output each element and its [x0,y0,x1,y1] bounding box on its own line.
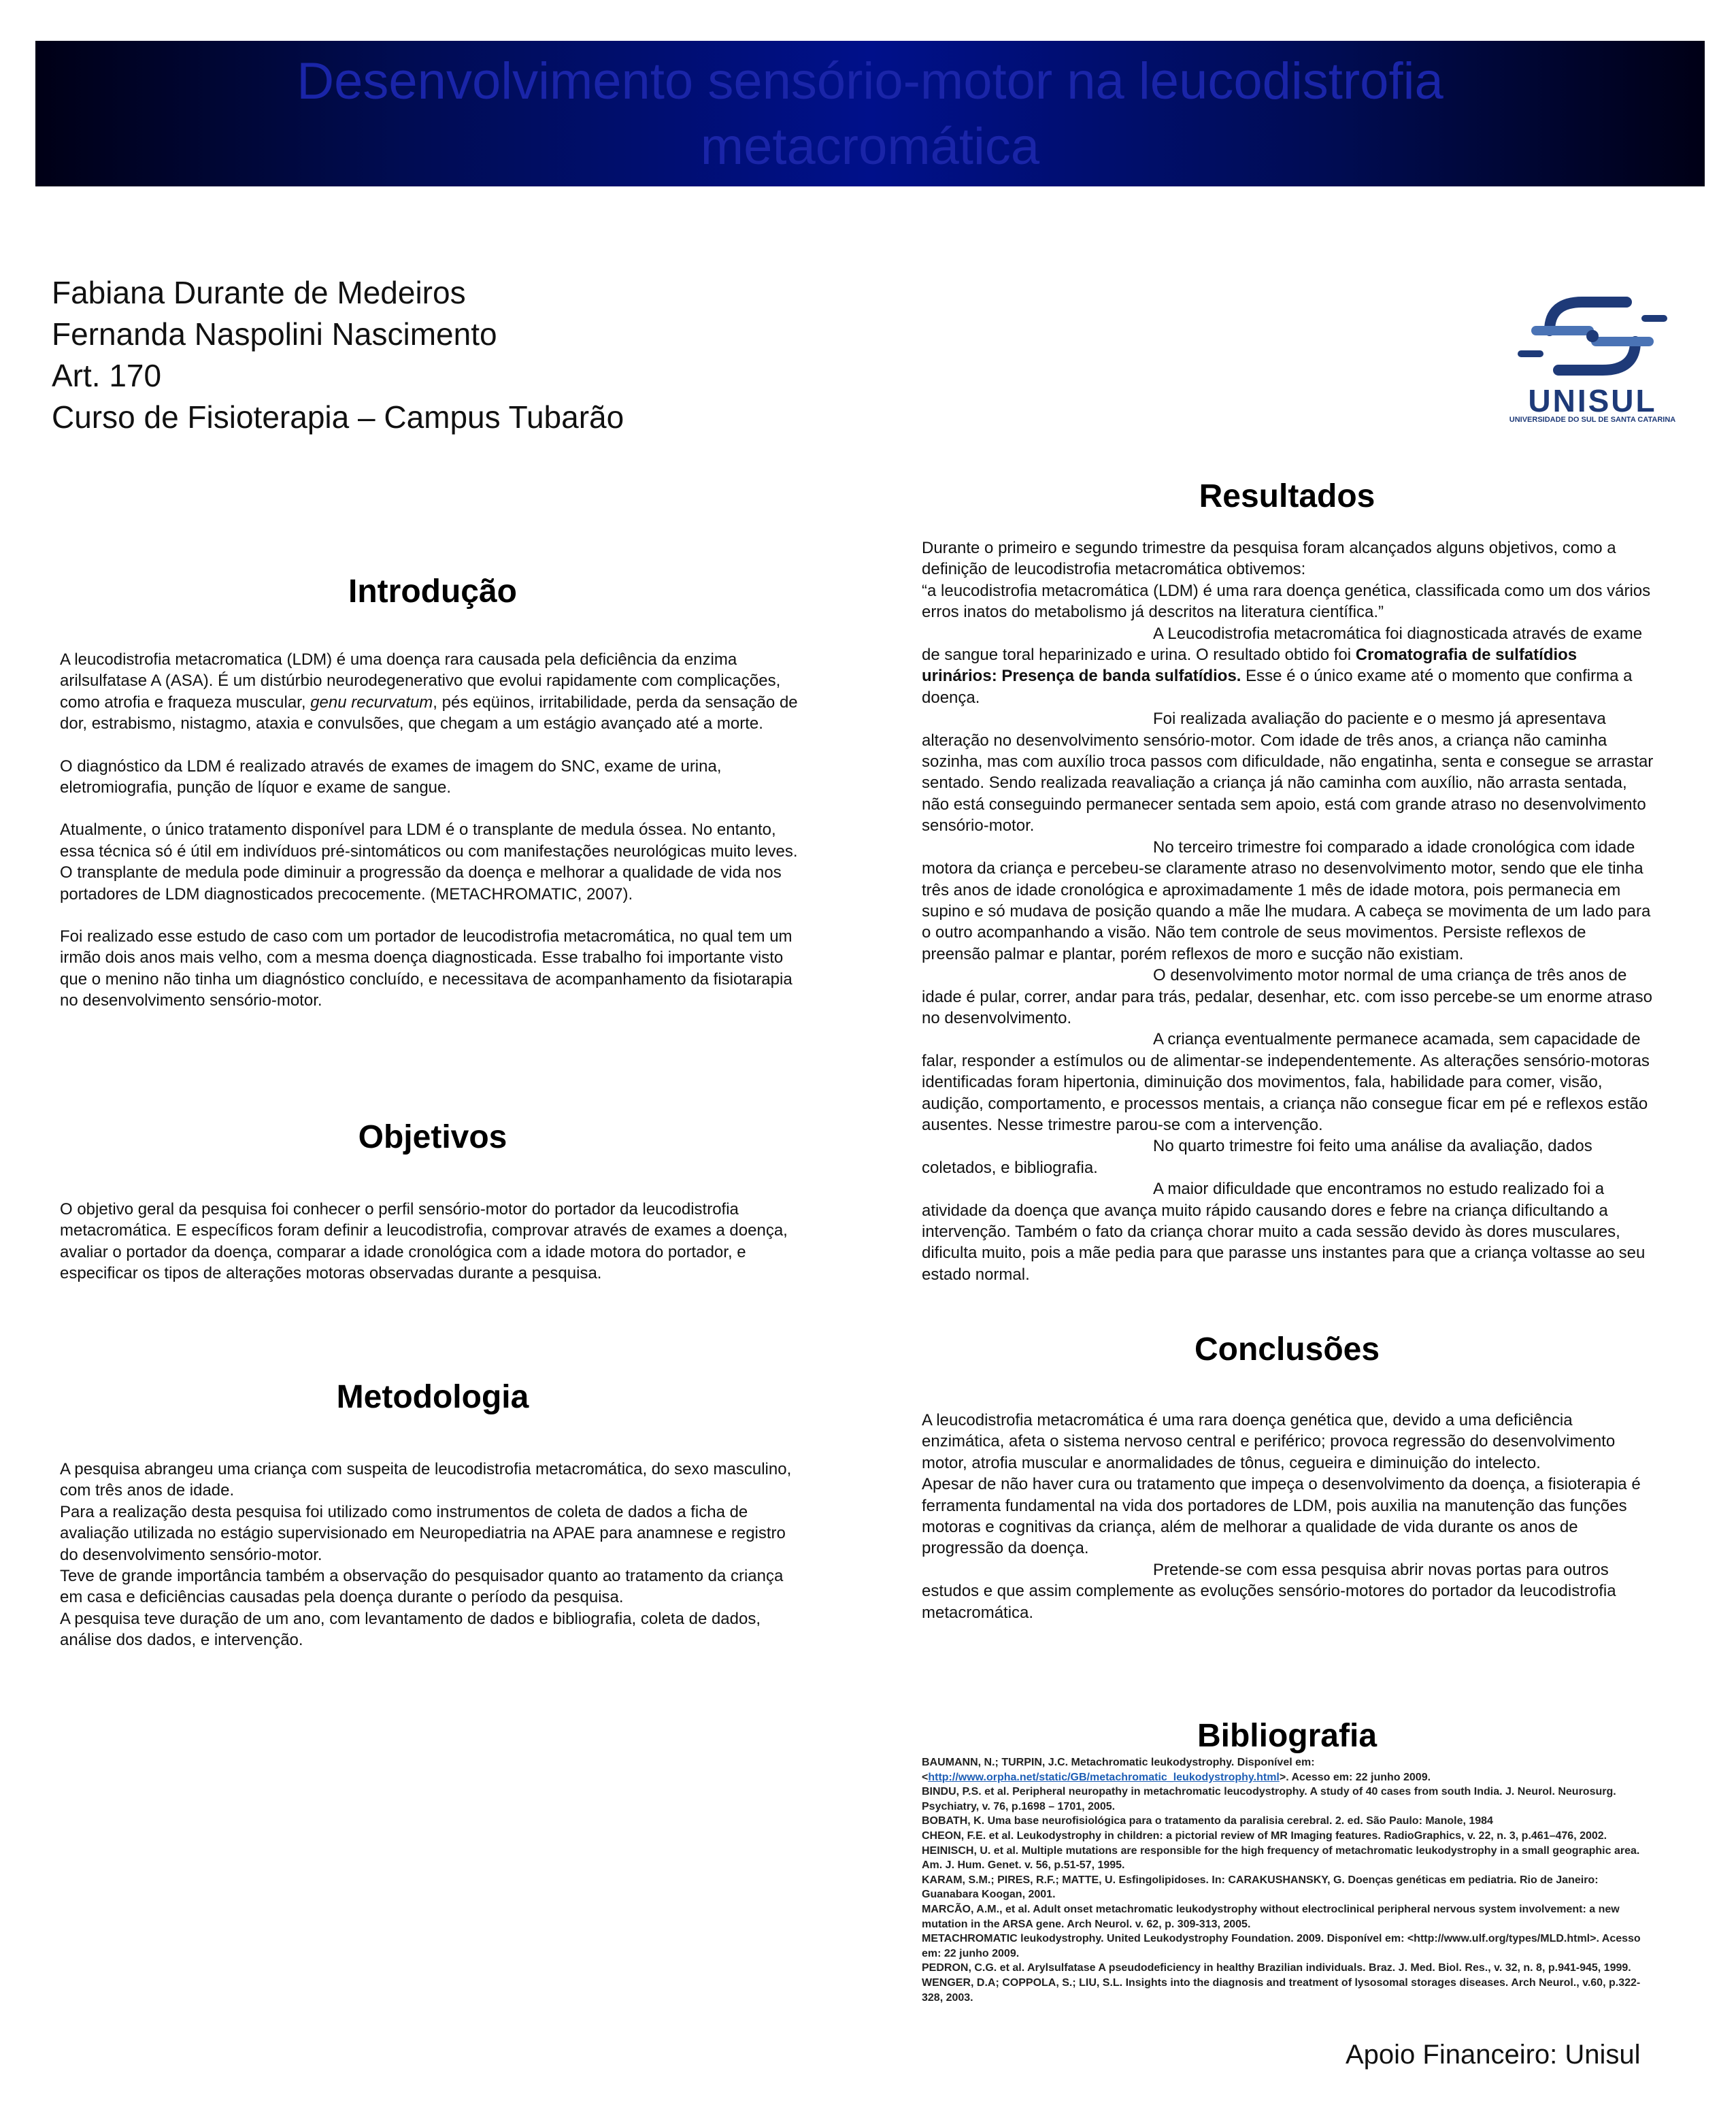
resultados-p6-text: O desenvolvimento motor normal de uma criança de três anos de idade é pular, correr, andar para trás, pedalar, desenhar, etc. com isso percebe-se um enorme atraso no desenvolvimento. [922,966,1652,1027]
resultados-p9-text: A maior dificuldade que encontramos no estudo realizado foi a atividade da doença que avança muito rápido causando dores e febre na criança dificultando a intervenção. Também o fato da criança chorar muito a cada sessão devido às dores musculares, dificulta muito, pois a mãe pedia para que parasse uns instantes para que a criança voltasse ao seu estado normal. [922,1180,1646,1284]
bibliografia-ref-1-text: BAUMANN, N.; TURPIN, J.C. Metachromatic leukodystrophy. Disponível em: < [922,1757,1315,1783]
article-number: Art. 170 [52,358,162,393]
poster-title-line-1: Desenvolvimento sensório-motor na leucodistrofia [297,52,1443,110]
resultados-paragraph-1: Durante o primeiro e segundo trimestre da pesquisa foram alcançados alguns objetivos, como a definição de leucodistrofia metacromática obtivemos: [922,539,1616,579]
introducao-paragraph-2: O diagnóstico da LDM é realizado através de exames de imagem do SNC, exame de urina, eletromiografia, punção de líquor e exame de sangue. [60,757,722,797]
introducao-p1-italic: genu recurvatum [310,693,433,712]
metodologia-body [60,1459,808,1651]
bibliografia-ref: METACHROMATIC leukodystrophy. United Leukodystrophy Foundation. 2009. Disponível em: <http://www.ulf.org/types/MLD.html>. Acesso em: 22 junho 2009. [922,1933,1641,1959]
heading-objetivos: Objetivos [358,1119,507,1155]
bibliografia-ref-1 [922,1755,1656,1785]
resultados-paragraph-3 [922,623,1656,709]
heading-conclusoes: Conclusões [1194,1331,1380,1367]
metodologia-paragraph-3: Teve de grande importância também a observação do pesquisador quanto ao tratamento da criança em casa e deficiências causadas pela doença durante o período da pesquisa. [60,1567,784,1607]
resultados-paragraph-6 [922,965,1656,1029]
resultados-paragraph-2: “a leucodistrofia metacromática (LDM) é uma rara doença genética, classificada como um dos vários erros inatos do metabolismo já descritos na literatura científica.” [922,581,1651,622]
conclusoes-body [922,1410,1656,1623]
introducao-p1-text: A leucodistrofia metacromatica (LDM) é uma doença rara causada pela deficiência da enzima arilsulfatase A (ASA). É um distúrbio neurodegenerativo que evolui rapidamente com complicações, como atrofia e fraqueza muscular, [60,650,781,712]
bibliografia-ref: BOBATH, K. Uma base neurofisiológica para o tratamento da paralisia cerebral. 2. ed. São Paulo: Manole, 1984 [922,1815,1493,1827]
bibliografia-ref: KARAM, S.M.; PIRES, R.F.; MATTE, U. Esfingolipidoses. In: CARAKUSHANSKY, G. Doenças genéticas em pediatria. Rio de Janeiro: Guanabara Koogan, 2001. [922,1874,1599,1901]
author-1: Fabiana Durante de Medeiros [52,275,466,310]
heading-metodologia: Metodologia [336,1379,529,1415]
resultados-p5-text: No terceiro trimestre foi comparado a idade cronológica com idade motora da criança e percebeu-se claramente atraso no desenvolvimento motor, sendo que ele tinha três anos de idade cronológica e aproximadamente 1 mês de idade motora, pois permanecia em supino e só mudava de posição quando a mãe lhe mudara. A cabeça se movimenta de um lado para o outro acompanhando a visão. Não tem controle de seus movimentos. Persiste reflexos de preensão palmar e plantar, porém reflexos de moro e sucção não existiam. [922,838,1651,963]
authors-block [52,272,624,438]
resultados-p3-text: A Leucodistrofia metacromática foi diagnosticada através de exame de sangue toral heparinizado e urina. O resultado obtido foi [922,624,1643,665]
resultados-p7-text: A criança eventualmente permanece acamada, sem capacidade de falar, responder a estímulos ou de alimentar-se independentemente. As alterações sensório-motoras identificadas foram hipertonia, diminuição dos movimentos, fala, habilidade para comer, visão, audição, comportamento, e processos mentais, a criança não consegue ficar em pé e reflexos estão ausentes. Nesse trimestre parou-se com a intervenção. [922,1030,1650,1134]
resultados-p4-text: Foi realizada avaliação do paciente e o mesmo já apresentava alteração no desenvolvimento sensório-motor. Com idade de três anos, a criança não caminha sozinha, mas com auxílio troca passos com dificuldade, não engatinha, senta e consegue se arrastar sentado. Sendo realizada reavaliação a criança já não caminha com auxílio, não arrasta sentada, não está conseguindo permanecer sentada sem apoio, está com grande atraso no desenvolvimento sensório-motor. [922,710,1654,835]
resultados-paragraph-9 [922,1178,1656,1285]
bibliografia-ref-1-link[interactable]: http://www.orpha.net/static/GB/metachromatic_leukodystrophy.html [928,1771,1280,1783]
conclusoes-paragraph-2: Apesar de não haver cura ou tratamento que impeça o desenvolvimento da doença, a fisioterapia é ferramenta fundamental na vida dos portadores de LDM, pois auxilia na manutenção das funções motoras e cognitivas da criança, além de melhorar a qualidade de vida durante os anos de progressão da doença. [922,1475,1641,1558]
bibliografia-ref: PEDRON, C.G. et al. Arylsulfatase A pseudodeficiency in healthy Brazilian individuals. Braz. J. Med. Biol. Res., v. 32, n. 8, p.941-945, 1999. [922,1962,1631,1974]
unisul-emblem-icon [1487,288,1698,384]
introducao-paragraph-1 [60,649,808,735]
resultados-paragraph-4 [922,708,1656,836]
course-campus: Curso de Fisioterapia – Campus Tubarão [52,399,624,435]
apoio-financeiro: Apoio Financeiro: Unisul [1346,2040,1641,2070]
bibliografia-ref-1-end: >. Acesso em: 22 junho 2009. [1279,1771,1431,1783]
bibliografia-ref: MARCÃO, A.M., et al. Adult onset metachromatic leukodystrophy without electroclinical peripheral nervous system involvement: a new mutation in the ARSA gene. Arch Neurol. v. 62, p. 309-313, 2005. [922,1903,1620,1930]
conclusoes-paragraph-3 [922,1559,1656,1623]
conclusoes-paragraph-1: A leucodistrofia metacromática é uma rara doença genética que, devido a uma deficiência enzimática, afeta o sistema nervoso central e periférico; provoca regressão do desenvolvimento motor, atrofia muscular e anormalidades de tônus, cegueira e diminuição do intelecto. [922,1411,1616,1472]
introducao-p1-end: , pés eqüinos, irritabilidade, perda da sensação de dor, estrabismo, nistagmo, ataxia e convulsões, que chegam a um estágio avançado até a morte. [60,693,798,733]
logo-subtitle: UNIVERSIDADE DO SUL DE SANTA CATARINA [1509,416,1676,424]
objetivos-body [60,1199,808,1284]
bibliografia-list [922,1755,1656,2005]
poster-title-line-2: metacromática [700,118,1040,176]
author-2: Fernanda Naspolini Nascimento [52,316,497,352]
bibliografia-ref: WENGER, D.A; COPPOLA, S.; LIU, S.L. Insights into the diagnosis and treatment of lysosomal storages diseases. Arch Neurol., v.60, p.322-328, 2003. [922,1976,1641,2004]
resultados-paragraph-5 [922,837,1656,965]
bibliografia-ref: CHEON, F.E. et al. Leukodystrophy in children: a pictorial review of MR Imaging features. RadioGraphics, v. 22, n. 3, p.461–476, 2002. [922,1829,1607,1842]
heading-introducao: Introdução [348,574,517,610]
heading-bibliografia: Bibliografia [1197,1718,1378,1754]
logo-name: UNISUL [1528,383,1657,418]
conclusoes-p3-text: Pretende-se com essa pesquisa abrir novas portas para outros estudos e que assim complemente as evoluções sensório-motores do portador da leucodistrofia metacromática. [922,1560,1616,1622]
poster-title [35,49,1705,180]
unisul-logo [1487,288,1698,425]
resultados-paragraph-7 [922,1029,1656,1135]
resultados-paragraph-8 [922,1135,1656,1178]
resultados-p3-bold: Cromatografia de sulfatídios urinários: Presença de banda sulfatídios. [922,646,1578,686]
objetivos-paragraph-1: O objetivo geral da pesquisa foi conhecer o perfil sensório-motor do portador da leucodistrofia metacromática. E específicos foram definir a leucodistrofia, comprovar através de exames a doença, avaliar o portador da doença, comparar a idade cronológica com a idade motora do portador, e especificar os tipos de alterações motoras observadas durante a pesquisa. [60,1200,788,1283]
metodologia-paragraph-1: A pesquisa abrangeu uma criança com suspeita de leucodistrofia metacromática, do sexo masculino, com três anos de idade. [60,1460,792,1500]
resultados-p8-text: No quarto trimestre foi feito uma análise da avaliação, dados coletados, e bibliografia. [922,1137,1592,1177]
bibliografia-ref: BINDU, P.S. et al. Peripheral neuropathy in metachromatic leucodystrophy. A study of 40 cases from south India. J. Neurol. Neurosurg. Psychiatry, v. 76, p.1698 – 1701, 2005. [922,1786,1616,1812]
metodologia-paragraph-4: A pesquisa teve duração de um ano, com levantamento de dados e bibliografia, coleta de dados, análise dos dados, e intervenção. [60,1609,761,1650]
introducao-body [60,649,808,1012]
metodologia-paragraph-2: Para a realização desta pesquisa foi utilizado como instrumentos de coleta de dados a ficha de avaliação utilizada no estágio supervisionado em Neuropediatria na APAE para anamnese e registro do desenvolvimento sensório-motor. [60,1502,786,1564]
resultados-p3-end: Esse é o único exame até o momento que confirma a doença. [922,667,1633,707]
heading-resultados: Resultados [1199,478,1375,514]
introducao-paragraph-4: Foi realizado esse estudo de caso com um portador de leucodistrofia metacromática, no qual tem um irmão dois anos mais velho, com a mesma doença diagnosticada. Esse trabalho foi importante visto que o menino não tinha um diagnóstico concluído, e necessitava de acompanhamento da fisiotarapia no desenvolvimento sensório-motor. [60,927,792,1010]
resultados-body [922,537,1656,1285]
bibliografia-ref: HEINISCH, U. et al. Multiple mutations are responsible for the high frequency of metachromatic leukodystrophy in a small geographic area. Am. J. Hum. Genet. v. 56, p.51-57, 1995. [922,1844,1640,1872]
introducao-paragraph-3: Atualmente, o único tratamento disponível para LDM é o transplante de medula óssea. No entanto, essa técnica só é útil em indivíduos pré-sintomáticos ou com manifestações neurológicas muito leves. O transplante de medula pode diminuir a progressão da doença e melhorar a qualidade de vida nos portadores de LDM diagnosticados precocemente. (METACHROMATIC, 2007). [60,820,798,903]
